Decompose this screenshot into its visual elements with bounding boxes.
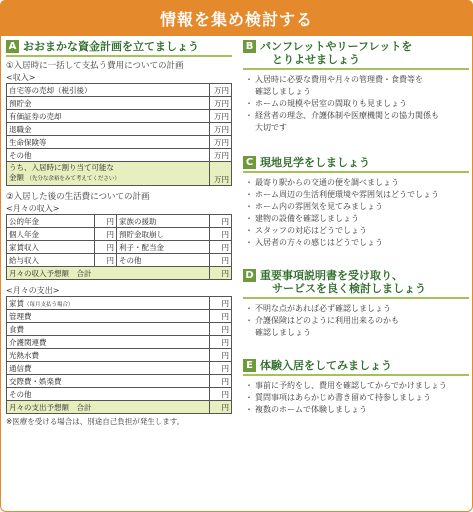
list-item: ・ 複数のホームで体験しましょう [247, 404, 469, 416]
expense-item-note: （毎月支払う場合） [24, 301, 74, 308]
expense-item-cell [7, 362, 210, 375]
table-row [7, 388, 232, 401]
right-column [243, 40, 469, 416]
section-d-title-line2: サービスを良く検討しましょう [272, 282, 426, 295]
monthly-income-right-label: 利子・配当金 [117, 241, 210, 254]
list-item [247, 315, 469, 339]
income-item-unit: 万円 [210, 149, 232, 162]
list-item: ・ ホーム周辺の生活利便環境や雰囲気はどうでしょう [247, 189, 469, 201]
section-a-heading [6, 40, 232, 57]
table-row [7, 375, 232, 388]
income-total-unit: 万円 [210, 162, 232, 186]
list-item: ・ スタッフの対応はどうでしょう [247, 225, 469, 237]
expense-item-label: 介護関連費 [9, 337, 47, 347]
income-item-unit: 万円 [210, 110, 232, 123]
list-item [247, 98, 469, 110]
table-row [7, 362, 232, 375]
table-row [7, 241, 232, 254]
expense-item-label: 通信費 [9, 363, 32, 373]
monthly-income-left-label: 個人年金 [7, 228, 95, 241]
section-b [243, 40, 469, 134]
monthly-income-left-label: 給与収入 [7, 254, 95, 267]
monthly-income-right-label: その他 [117, 254, 210, 267]
table-row [7, 97, 232, 110]
section-a [6, 40, 232, 427]
expense-total-label: 月々の支出予想額 合計 [7, 401, 210, 414]
table-row [7, 336, 232, 349]
list-item: ・ 入居者の方々の感じはどうでしょう [247, 237, 469, 249]
section-d-letter: D [243, 269, 256, 282]
list-item-text: 介護保険はどのように利用出来るのかも [255, 316, 399, 325]
table-row [7, 84, 232, 97]
monthly-income-right-label: 家族の援助 [117, 215, 210, 228]
section-e [243, 359, 469, 416]
section-e-list [243, 380, 469, 416]
expense-item-label: 光熱水費 [9, 350, 39, 360]
monthly-income-total-unit: 円 [210, 267, 232, 280]
expense-item-cell [7, 297, 210, 310]
section-c-letter: C [243, 156, 256, 169]
income-item-label: 自宅等の売却（税引後） [7, 84, 210, 97]
monthly-income-table [6, 214, 232, 280]
section-e-title: 体験入居をしてみましょう [260, 359, 392, 372]
section-c-list [243, 177, 469, 249]
monthly-income-total-row [7, 267, 232, 280]
table-row [7, 215, 232, 228]
part1-title: ①入居時に一括して支払う費用についての計画 [6, 61, 184, 71]
list-item-text: 経営者の理念、介護体制や医療機関との協力関係も [255, 111, 439, 120]
list-item: ・ 質問事項はあらかじめ書き留めて持参しましょう [247, 392, 469, 404]
income-item-label: その他 [7, 149, 210, 162]
expense-item-label: 食費 [9, 324, 24, 334]
income-table [6, 83, 232, 186]
list-item-text-cont: 確認しましょう [255, 328, 311, 337]
income-total-line2: 金額 [9, 173, 24, 182]
expense-item-cell [7, 323, 210, 336]
list-item-text: 不明な点があれば必ず確認しましょう [255, 304, 391, 313]
income-item-unit: 万円 [210, 123, 232, 136]
monthly-expense-label: <月々の支出> [6, 286, 60, 295]
monthly-income-left-unit: 円 [95, 228, 117, 241]
table-row [7, 349, 232, 362]
list-item: ・ 最寄り駅からの交通の便を調べましょう [247, 177, 469, 189]
section-b-letter: B [243, 40, 256, 53]
table-row [7, 136, 232, 149]
income-item-label: 生命保険等 [7, 136, 210, 149]
income-item-unit: 万円 [210, 136, 232, 149]
expense-item-unit: 円 [210, 336, 232, 349]
table-row [7, 228, 232, 241]
income-item-label: 預貯金 [7, 97, 210, 110]
income-item-label: 有価証券の売却 [7, 110, 210, 123]
monthly-income-right-unit: 円 [210, 241, 232, 254]
monthly-income-right-label: 預貯金取崩し [117, 228, 210, 241]
income-total-line1: うち、入居時に割り当て可能な [9, 163, 114, 172]
part2-title: ②入居した後の生活費についての計画 [6, 192, 150, 202]
table-row [7, 149, 232, 162]
expense-item-label: 交際費・娯楽費 [9, 376, 62, 386]
list-item-text: 入居時に必要な費用や月々の管理費・食費等を [255, 75, 423, 84]
section-d-title-line1: 重要事項説明書を受け取り、 [260, 269, 403, 282]
expense-item-unit: 円 [210, 375, 232, 388]
monthly-income-right-unit: 円 [210, 228, 232, 241]
section-c-heading [243, 156, 469, 173]
part1-label: <収入> [6, 73, 36, 82]
list-item: ・ 建物の設備を確認しましょう [247, 213, 469, 225]
list-item-text: ホームの規模や居室の間取りも見ましょう [255, 99, 407, 108]
monthly-income-left-unit: 円 [95, 241, 117, 254]
expense-item-label: その他 [9, 389, 32, 399]
income-item-unit: 万円 [210, 97, 232, 110]
list-item-text-cont: 確認しましょう [255, 87, 311, 96]
table-row [7, 297, 232, 310]
monthly-income-right-unit: 円 [210, 254, 232, 267]
section-b-heading [243, 40, 469, 70]
section-a-letter: A [6, 40, 19, 53]
income-item-label: 退職金 [7, 123, 210, 136]
monthly-income-right-unit: 円 [210, 215, 232, 228]
monthly-income-left-unit: 円 [95, 254, 117, 267]
section-d-heading [243, 269, 469, 299]
section-c [243, 156, 469, 249]
expense-item-cell [7, 349, 210, 362]
list-item: ・ ホーム内の雰囲気を見てみましょう [247, 201, 469, 213]
section-d-list [243, 303, 469, 339]
list-item [247, 74, 469, 98]
list-item: ・ 事前に予約をし、費用を確認してからでかけましょう [247, 380, 469, 392]
list-item-text-cont: 大切です [255, 123, 287, 132]
monthly-income-left-label: 家賃収入 [7, 241, 95, 254]
expense-item-cell [7, 388, 210, 401]
expense-total-unit: 円 [210, 401, 232, 414]
list-item [247, 303, 469, 315]
expense-item-unit: 円 [210, 310, 232, 323]
income-total-note: （先分な余裕をみて考えてください） [26, 176, 120, 182]
monthly-income-total-label: 月々の収入予想額 合計 [7, 267, 210, 280]
table-row [7, 110, 232, 123]
expense-item-unit: 円 [210, 323, 232, 336]
expense-item-cell [7, 310, 210, 323]
footnote: ※医療を受ける場合は、別途自己負担が発生します。 [6, 417, 185, 426]
expense-item-unit: 円 [210, 362, 232, 375]
table-row [7, 310, 232, 323]
section-d [243, 269, 469, 339]
section-e-heading [243, 359, 469, 376]
income-total-row [7, 162, 232, 186]
monthly-income-left-label: 公的年金 [7, 215, 95, 228]
expense-table [6, 296, 232, 414]
expense-total-row [7, 401, 232, 414]
expense-item-unit: 円 [210, 349, 232, 362]
section-b-list [243, 74, 469, 134]
expense-item-cell [7, 336, 210, 349]
monthly-income-label: <月々の収入> [6, 204, 60, 213]
list-item [247, 110, 469, 134]
section-c-title: 現地見学をしましょう [260, 156, 370, 169]
expense-item-unit: 円 [210, 388, 232, 401]
table-row [7, 123, 232, 136]
monthly-income-left-unit: 円 [95, 215, 117, 228]
income-item-unit: 万円 [210, 84, 232, 97]
expense-item-label: 管理費 [9, 311, 32, 321]
table-row [7, 323, 232, 336]
section-b-title-line2: とりよせましょう [272, 53, 360, 66]
table-row [7, 254, 232, 267]
expense-item-unit: 円 [210, 297, 232, 310]
section-a-title: おおまかな資金計画を立てましょう [23, 40, 199, 53]
expense-item-cell [7, 375, 210, 388]
expense-item-label: 家賃 [9, 298, 24, 308]
page-title: 情報を集め検討する [0, 0, 473, 36]
section-e-letter: E [243, 359, 256, 372]
section-b-title-line1: パンフレットやリーフレットを [260, 40, 413, 53]
